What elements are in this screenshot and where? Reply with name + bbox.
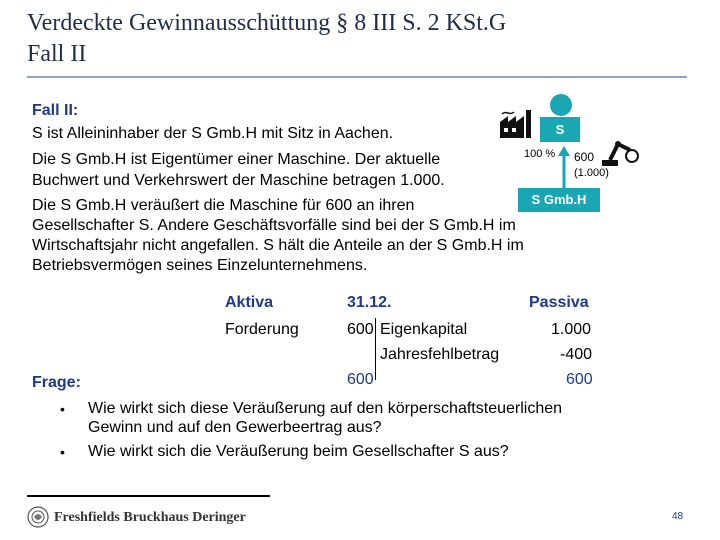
page-number: 48 xyxy=(672,511,684,522)
balance-divider xyxy=(375,318,376,380)
balance-date: 31.12. xyxy=(347,294,392,311)
share-percentage: 100 % xyxy=(524,148,556,160)
machine-icon xyxy=(600,134,640,168)
company-box: S Gmb.H xyxy=(518,188,600,212)
question-2: Wie wirkt sich die Veräußerung beim Gesellschafter S aus? xyxy=(88,443,509,460)
firm-logo-icon xyxy=(27,506,49,528)
case-line-3: Buchwert und Verkehrswert der Maschine betragen 1.000. xyxy=(32,172,445,189)
balance-total-right: 600 xyxy=(566,371,593,388)
balance-receivable-label: Forderung xyxy=(225,321,299,338)
question-1-line-2: Gewinn und auf den Gewerbeertrag aus? xyxy=(88,419,382,436)
balance-assets-header: Aktiva xyxy=(225,294,274,311)
balance-loss-label: Jahresfehlbetrag xyxy=(380,346,500,363)
arrow-up-icon xyxy=(557,146,571,188)
sale-price: 600 xyxy=(574,150,595,164)
case-line-5: Gesellschafter S. Andere Geschäftsvorfälle sind bei der S Gmb.H im xyxy=(32,217,516,234)
bullet-1: • xyxy=(60,401,65,417)
firm-name: Freshfields Bruckhaus Deringer xyxy=(54,510,246,525)
case-line-4: Die S Gmb.H veräußert die Maschine für 600 an ihren xyxy=(32,197,415,214)
bullet-2: • xyxy=(60,444,65,460)
person-icon xyxy=(550,94,572,116)
book-value: (1.000) xyxy=(574,167,609,179)
slide-title xyxy=(27,8,687,70)
title-divider xyxy=(27,76,687,78)
case-heading: Fall II: xyxy=(32,102,79,119)
balance-loss-value: -400 xyxy=(560,346,593,363)
footer-divider xyxy=(27,495,270,497)
slide-title-line1: Verdeckte Gewinnausschüttung § 8 III S. 2 KSt.G xyxy=(27,10,507,36)
question-heading: Frage: xyxy=(32,374,81,391)
case-line-7: Betriebsvermögen seines Einzelunternehmens. xyxy=(32,257,368,274)
balance-equity-value: 1.000 xyxy=(551,321,592,338)
balance-total-left: 600 xyxy=(347,371,374,388)
case-line-2: Die S Gmb.H ist Eigentümer einer Maschine. Der aktuelle xyxy=(32,151,441,168)
balance-liabilities-header: Passiva xyxy=(529,294,589,311)
factory-icon xyxy=(498,108,534,140)
balance-receivable-value: 600 xyxy=(347,321,374,338)
balance-equity-label: Eigenkapital xyxy=(380,321,468,338)
case-line-6: Wirtschaftsjahr nicht angefallen. S hält die Anteile an der S Gmb.H im xyxy=(32,237,524,254)
question-1-line-1: Wie wirkt sich diese Veräußerung auf den körperschaftsteuerlichen xyxy=(88,400,563,417)
case-line-1: S ist Alleininhaber der S Gmb.H mit Sitz in Aachen. xyxy=(32,125,394,142)
slide-title-line2: Fall II xyxy=(27,41,87,67)
shareholder-box: S xyxy=(540,117,580,142)
